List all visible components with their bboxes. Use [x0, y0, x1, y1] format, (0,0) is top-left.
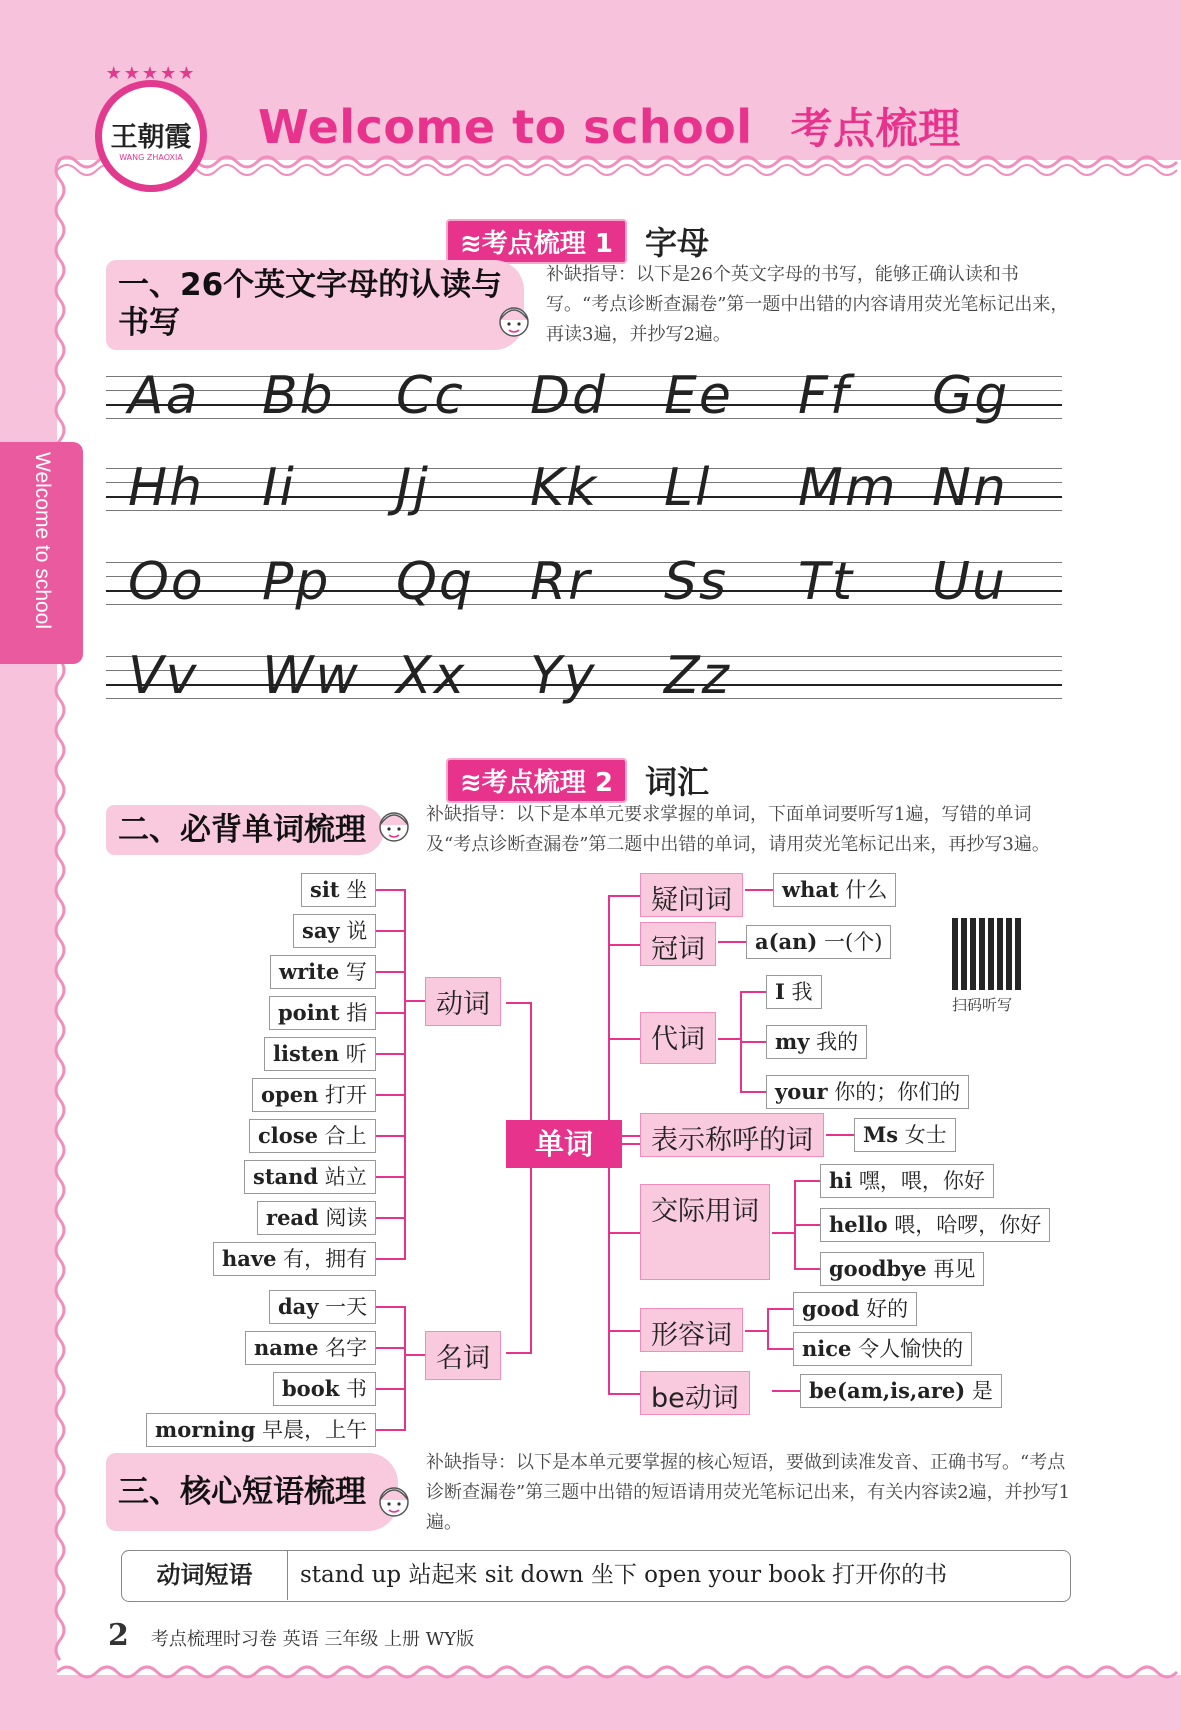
connector-line: [376, 1258, 406, 1260]
letter-pair-Zz: Zz: [664, 646, 731, 706]
word-meaning: 再见: [926, 1257, 976, 1281]
bottom-wave-border: [57, 1660, 1181, 1684]
section2-badge: ≋考点梳理 2: [446, 758, 627, 803]
letter-pair-Ww: Ww: [262, 646, 360, 706]
word-box-4-0: [820, 1164, 994, 1198]
letter-pair-Vv: Vv: [128, 646, 199, 706]
letter-pair-Aa: Aa: [128, 366, 200, 426]
connector-line: [404, 1306, 406, 1431]
connector-line: [530, 1002, 532, 1352]
connector-line: [718, 1038, 742, 1040]
word-english: what: [782, 877, 839, 902]
word-box-4-2: [820, 1252, 984, 1286]
connector-line: [406, 1000, 425, 1002]
connector-line: [376, 1094, 406, 1096]
connector-line: [767, 1308, 769, 1348]
connector-line: [406, 1354, 425, 1356]
connector-line: [376, 1012, 406, 1014]
category-verbs: 动词: [425, 977, 501, 1026]
word-meaning: 你的；你们的: [827, 1080, 961, 1104]
word-english: day: [278, 1294, 319, 1319]
word-meaning: 指: [339, 1001, 368, 1025]
category-6: be动词: [640, 1371, 750, 1415]
connector-line: [622, 1143, 640, 1145]
connector-line: [608, 1393, 640, 1395]
category-3: 表示称呼的词: [640, 1113, 824, 1157]
letter-pair-Oo: Oo: [128, 552, 205, 612]
connector-line: [794, 1268, 820, 1270]
noun-word-box: [273, 1372, 376, 1406]
letter-pair-Qq: Qq: [396, 552, 474, 612]
verb-word-box: [301, 873, 376, 907]
word-meaning: 合上: [317, 1124, 367, 1148]
noun-word-box: [245, 1331, 376, 1365]
word-english: name: [254, 1335, 319, 1360]
verb-word-box: [257, 1201, 376, 1235]
page-footer: [108, 1618, 474, 1653]
word-english: sit: [310, 877, 340, 902]
section1-name: 字母: [644, 224, 709, 262]
qr-code-icon[interactable]: [952, 918, 1024, 990]
word-box-5-0: [793, 1292, 917, 1326]
word-box-6-0: [800, 1374, 1002, 1408]
letter-pair-Rr: Rr: [530, 552, 592, 612]
word-meaning: 写: [339, 960, 367, 984]
letter-pair-Ff: Ff: [798, 366, 851, 426]
category-nouns: 名词: [425, 1331, 501, 1380]
title-chinese: 考点梳理: [790, 104, 961, 153]
word-meaning: 站立: [318, 1165, 367, 1189]
word-english: my: [775, 1029, 810, 1054]
connector-line: [745, 1330, 769, 1332]
verb-word-box: [264, 1037, 376, 1071]
word-english: I: [775, 979, 785, 1004]
connector-line: [745, 889, 773, 891]
connector-line: [506, 1002, 532, 1004]
letter-pair-Mm: Mm: [798, 458, 898, 518]
connector-line: [740, 1091, 766, 1093]
word-meaning: 我的: [809, 1030, 859, 1054]
category-2: 代词: [640, 1012, 716, 1064]
word-meaning: 令人愉快的: [851, 1337, 964, 1361]
mindmap-center: 单词: [506, 1120, 622, 1168]
side-tab-label: Welcome to school: [31, 452, 54, 630]
word-box-1-0: [746, 925, 891, 959]
word-english: stand: [253, 1164, 319, 1189]
word-box-4-1: [820, 1208, 1050, 1242]
verb-word-box: [244, 1160, 376, 1194]
word-meaning: 打开: [318, 1083, 368, 1107]
section3-note: 补缺指导：以下是本单元要掌握的核心短语，要做到读准发音、正确书写。“考点诊断查漏卷”第三题中出错的短语请用荧光笔标记出来，有关内容读2遍，并抄写1遍。: [426, 1452, 1071, 1533]
brand-logo: [95, 63, 207, 192]
connector-line: [404, 889, 406, 1260]
word-english: morning: [155, 1417, 256, 1442]
word-meaning: 早晨，上午: [255, 1418, 368, 1442]
connector-line: [772, 1232, 796, 1234]
connector-line: [376, 1217, 406, 1219]
word-english: point: [278, 1000, 340, 1025]
qr-caption: 扫码听写: [952, 996, 1013, 1014]
logo-ring-text: WANG ZHAOXIA: [119, 153, 183, 162]
word-meaning: 一(个): [817, 930, 883, 954]
word-english: hello: [829, 1212, 888, 1237]
connector-line: [376, 1429, 406, 1431]
letter-pair-Kk: Kk: [530, 458, 599, 518]
category-5: 形容词: [640, 1308, 743, 1352]
word-meaning: 什么: [838, 878, 888, 902]
word-meaning: 有，拥有: [276, 1247, 368, 1271]
section2-note: 补缺指导：以下是本单元要求掌握的单词，下面单词要听写1遍，写错的单词及“考点诊断查漏卷”第二题中出错的单词，请用荧光笔标记出来，再抄写3遍。: [426, 804, 1050, 855]
word-meaning: 嘿，喂，你好: [852, 1169, 985, 1193]
connector-line: [376, 889, 406, 891]
section1-topic: 一、26个英文字母的认读与书写: [106, 260, 524, 350]
section3-topic: 三、核心短语梳理: [106, 1453, 398, 1531]
word-english: your: [775, 1079, 828, 1104]
verb-word-box: [252, 1078, 376, 1112]
word-english: Ms: [863, 1122, 899, 1147]
word-english: be(am,is,are): [809, 1378, 966, 1403]
connector-line: [376, 1388, 406, 1390]
letter-pair-Yy: Yy: [530, 646, 597, 706]
word-box-2-0: [766, 975, 822, 1009]
connector-line: [772, 1390, 800, 1392]
connector-line: [740, 991, 766, 993]
noun-word-box: [146, 1413, 376, 1447]
letter-pair-Ll: Ll: [664, 458, 712, 518]
word-box-2-1: [766, 1025, 867, 1059]
letter-pair-Uu: Uu: [932, 552, 1008, 612]
category-0: 疑问词: [640, 873, 743, 917]
connector-line: [767, 1348, 793, 1350]
word-english: listen: [273, 1041, 340, 1066]
word-english: hi: [829, 1168, 853, 1193]
word-meaning: 喂，哈啰，你好: [887, 1213, 1042, 1237]
word-english: good: [802, 1296, 860, 1321]
word-english: a(an): [755, 929, 818, 954]
section2-heading: [446, 757, 709, 803]
word-meaning: 我: [784, 980, 813, 1004]
section1-badge: ≋考点梳理 1: [446, 219, 627, 264]
word-english: book: [282, 1376, 340, 1401]
page-number: 2: [108, 1618, 129, 1653]
word-english: say: [302, 918, 340, 943]
letter-pair-Ee: Ee: [664, 366, 733, 426]
letter-pair-Tt: Tt: [798, 552, 855, 612]
connector-line: [376, 971, 406, 973]
verb-word-box: [213, 1242, 376, 1276]
word-box-3-0: [854, 1118, 956, 1152]
word-meaning: 听: [339, 1042, 367, 1066]
noun-word-box: [269, 1290, 376, 1324]
word-meaning: 一天: [318, 1295, 368, 1319]
word-meaning: 名字: [318, 1336, 368, 1360]
phrase-row-label: 动词短语: [122, 1551, 288, 1600]
connector-line: [608, 1232, 640, 1234]
category-1: 冠词: [640, 922, 716, 966]
word-english: nice: [802, 1336, 852, 1361]
girl-face-icon: [494, 298, 534, 344]
left-wave-border: [50, 160, 70, 1675]
word-box-2-2: [766, 1075, 969, 1109]
word-english: close: [258, 1123, 318, 1148]
connector-line: [718, 941, 746, 943]
verb-word-box: [293, 914, 376, 948]
connector-line: [608, 1038, 640, 1040]
letter-pair-Dd: Dd: [530, 366, 608, 426]
word-english: write: [279, 959, 340, 984]
word-box-5-1: [793, 1332, 972, 1366]
logo-name: 王朝霞: [110, 122, 192, 153]
connector-line: [376, 930, 406, 932]
word-meaning: 说: [339, 919, 368, 943]
word-english: goodbye: [829, 1256, 927, 1281]
side-tab: [0, 442, 83, 664]
footer-text: 考点梳理时习卷 英语 三年级 上册 WY版: [150, 1629, 475, 1650]
phrase-list: stand up 站起来 sit down 坐下 open your book 打开你的书: [300, 1562, 948, 1588]
connector-line: [376, 1135, 406, 1137]
letter-pair-Nn: Nn: [932, 458, 1008, 518]
connector-line: [826, 1134, 854, 1136]
page-title: [258, 96, 961, 156]
letter-pair-Gg: Gg: [932, 366, 1010, 426]
word-meaning: 是: [965, 1379, 993, 1403]
connector-line: [740, 1041, 766, 1043]
connector-line: [376, 1176, 406, 1178]
connector-line: [506, 1352, 532, 1354]
logo-stars: ★★★★★: [105, 63, 197, 84]
girl-face-icon: [374, 1478, 414, 1524]
category-4: 交际用词: [640, 1184, 770, 1280]
verb-word-box: [270, 955, 376, 989]
word-english: open: [261, 1082, 319, 1107]
connector-line: [608, 944, 640, 946]
word-meaning: 好的: [859, 1297, 909, 1321]
connector-line: [794, 1180, 820, 1182]
verb-word-box: [249, 1119, 376, 1153]
girl-face-icon: [374, 803, 414, 849]
letter-pair-Ii: Ii: [262, 458, 296, 518]
letter-pair-Bb: Bb: [262, 366, 335, 426]
section1-heading: [446, 218, 709, 264]
word-meaning: 女士: [898, 1123, 947, 1147]
word-meaning: 书: [339, 1377, 367, 1401]
connector-line: [608, 1330, 640, 1332]
letter-pair-Pp: Pp: [262, 552, 331, 612]
letter-pair-Jj: Jj: [396, 458, 430, 518]
word-english: have: [222, 1246, 277, 1271]
word-box-0-0: [773, 873, 896, 907]
connector-line: [376, 1306, 406, 1308]
title-english: Welcome to school: [258, 100, 753, 154]
section1-note: 补缺指导：以下是26个英文字母的书写，能够正确认读和书写。“考点诊断查漏卷”第一题中出错的内容请用荧光笔标记出来，再读3遍，并抄写2遍。: [546, 264, 1069, 345]
letter-pair-Hh: Hh: [128, 458, 205, 518]
word-meaning: 阅读: [318, 1206, 368, 1230]
connector-line: [767, 1308, 793, 1310]
connector-line: [376, 1347, 406, 1349]
word-meaning: 坐: [339, 878, 368, 902]
section2-name: 词汇: [644, 763, 709, 801]
letter-pair-Xx: Xx: [396, 646, 467, 706]
connector-line: [608, 895, 640, 897]
verb-word-box: [269, 996, 376, 1030]
letter-pair-Cc: Cc: [396, 366, 465, 426]
connector-line: [376, 1053, 406, 1055]
letter-pair-Ss: Ss: [664, 552, 729, 612]
section2-topic: 二、必背单词梳理: [106, 805, 384, 855]
connector-line: [794, 1224, 820, 1226]
word-english: read: [266, 1205, 319, 1230]
phrase-table: [121, 1550, 1071, 1602]
